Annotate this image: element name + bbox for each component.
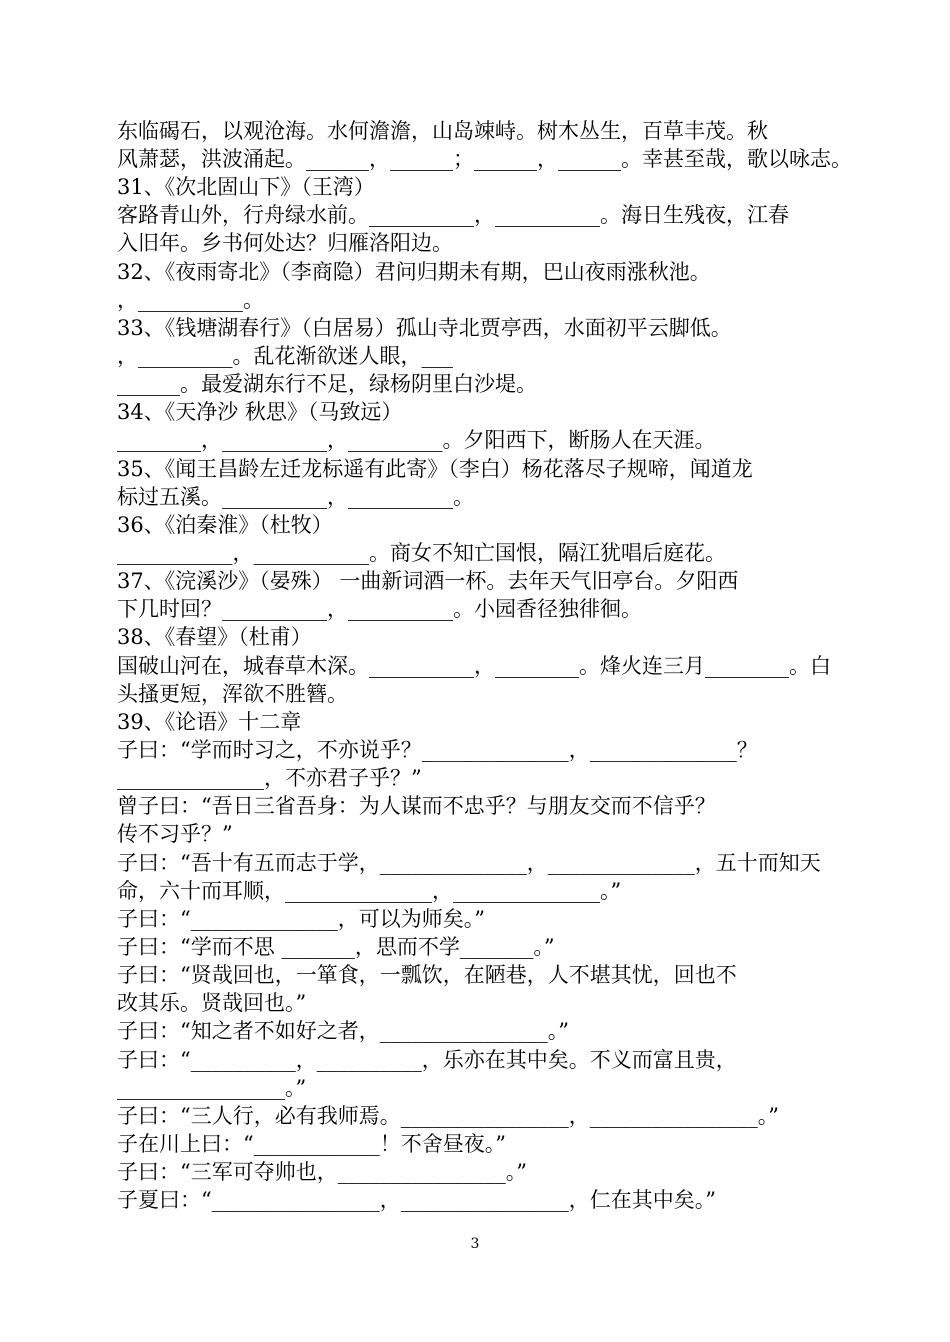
text-line: 国破山河在，城春草木深。__________，________。烽火连三月________。白 <box>117 654 831 678</box>
text-line: 改其乐。贤哉回也。” <box>117 991 307 1015</box>
text-line: ________，__________，_________。夕阳西下，断肠人在天涯。 <box>117 428 716 452</box>
text-line: 33、《钱塘湖春行》（白居易）孤山寺北贾亭西，水面初平云脚低。 <box>117 316 732 340</box>
text-line: 子曰：“__________，__________，乐亦在其中矣。不义而富且贵， <box>117 1048 737 1072</box>
text-line: ______。最爱湖东行不足，绿杨阴里白沙堤。 <box>117 372 537 396</box>
text-line: ，_________。乱花渐欲迷人眼，___ <box>117 344 453 368</box>
text-line: 子曰：“三军可夺帅也，________________。” <box>117 1160 527 1184</box>
text-line: 36、《泊秦淮》（杜牧） <box>117 513 333 537</box>
text-line: 子曰：“贤哉回也，一箪食，一瓢饮，在陋巷，人不堪其忧，回也不 <box>117 963 737 987</box>
text-line: 传不习乎？” <box>117 822 233 846</box>
text-line: 东临碣石，以观沧海。水何澹澹，山岛竦峙。树木丛生，百草丰茂。秋 <box>117 119 768 143</box>
text-line: 35、《闻王昌龄左迁龙标遥有此寄》（李白）杨花落尽子规啼，闻道龙 <box>117 457 753 481</box>
text-line: ，__________。 <box>117 288 264 312</box>
text-line: 风萧瑟，洪波涌起。______，______；______，______。幸甚至哉，歌以咏志。 <box>117 147 852 171</box>
text-line: 子在川上曰：“____________！不舍昼夜。” <box>117 1132 506 1156</box>
text-line: 曾子曰：“吾日三省吾身：为人谋而不忠乎？与朋友交而不信乎？ <box>117 794 716 818</box>
text-line: 39、《论语》十二章 <box>117 710 302 734</box>
text-line: 子曰：“知之者不如好之者，________________。” <box>117 1019 569 1043</box>
text-line: 子曰：“吾十有五而志于学，______________，______________，五十而知天 <box>117 851 821 875</box>
text-line: 子曰：“学而不思 _______，思而不学_______。” <box>117 935 555 959</box>
text-line: 入旧年。乡书何处达？归雁洛阳边。 <box>117 231 453 255</box>
text-line: 子夏曰：“________________，________________，仁在其中矣。” <box>117 1188 716 1212</box>
text-line: 标过五溪。__________，__________。 <box>117 485 474 509</box>
text-line: 32、《夜雨寄北》（李商隐）君问归期未有期，巴山夜雨涨秋池。 <box>117 260 711 284</box>
text-line: 38、《春望》（杜甫） <box>117 625 312 649</box>
text-line: 子曰：“______________，可以为师矣。” <box>117 907 485 931</box>
text-line: ________________。” <box>117 1076 307 1100</box>
text-line: 客路青山外，行舟绿水前。__________，__________。海日生残夜，江春 <box>117 203 789 227</box>
text-line: 31、《次北固山下》（王湾） <box>117 175 375 199</box>
text-line: 下几时回？__________，__________。小园香径独徘徊。 <box>117 597 642 621</box>
text-line: 37、《浣溪沙》（晏殊） 一曲新词酒一杯。去年天气旧亭台。夕阳西 <box>117 569 739 593</box>
text-line: 头搔更短，浑欲不胜簪。 <box>117 682 348 706</box>
text-line: ___________，___________。商女不知亡国恨，隔江犹唱后庭花。 <box>117 541 726 565</box>
text-line: ______________，不亦君子乎？” <box>117 766 422 790</box>
text-line: 子曰：“三人行，必有我师焉。________________，________________。” <box>117 1104 779 1128</box>
text-line: 34、《天净沙 秋思》（马致远） <box>117 400 403 424</box>
text-line: 命，六十而耳顺，______________，______________。” <box>117 879 622 903</box>
text-line: 子曰：“学而时习之，不亦说乎？______________，______________？ <box>117 738 758 762</box>
page-number: 3 <box>470 1236 480 1252</box>
